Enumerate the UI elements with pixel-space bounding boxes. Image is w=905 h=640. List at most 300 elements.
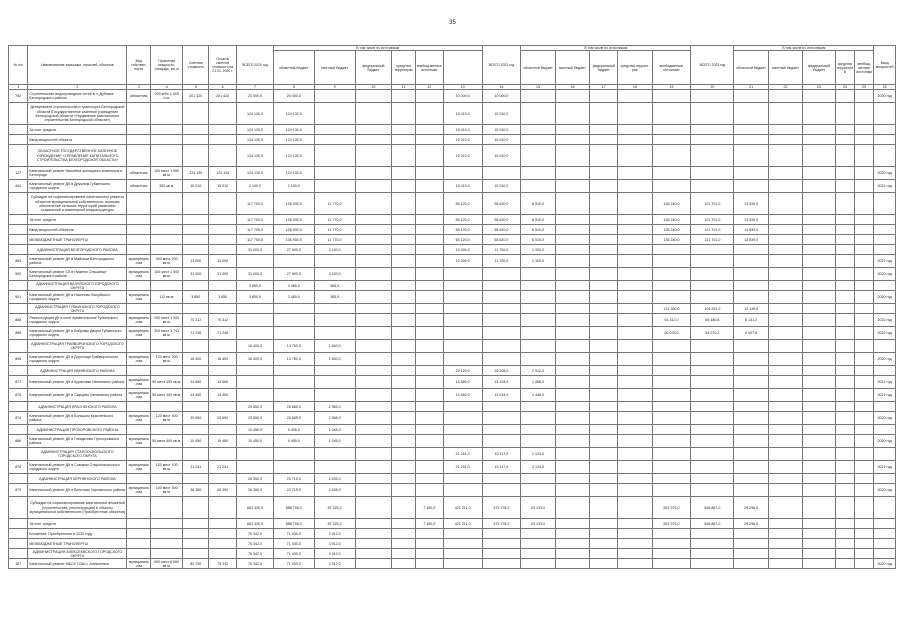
commission-year: [874, 103, 896, 125]
amount-cell: [392, 327, 416, 340]
amount-cell: [355, 225, 392, 235]
amount-cell: [273, 448, 314, 461]
amount-cell: [835, 327, 854, 340]
amount-cell: 528 867,0: [691, 497, 734, 519]
amount-cell: [835, 125, 854, 135]
amount-cell: [803, 519, 835, 529]
amount-cell: [355, 539, 392, 549]
amount-cell: [803, 90, 835, 103]
amount-cell: [355, 448, 392, 461]
object-name: МЕЖБЮДЖЕТНЫЕ ТРАНСФЕРТЫ: [28, 539, 127, 549]
header-kind: Вид собствен-ности: [127, 46, 151, 85]
amount-cell: [803, 193, 835, 215]
capacity: 300 кв.м.: [151, 180, 183, 193]
amount-cell: [590, 519, 618, 529]
amount-cell: 15 010,0: [443, 180, 482, 193]
amount-cell: [618, 389, 652, 402]
amount-cell: 2 100,0: [273, 180, 314, 193]
amount-cell: 2 124,0: [521, 448, 555, 461]
amount-cell: 1 640,0: [314, 353, 355, 366]
amount-cell: [803, 291, 835, 304]
amount-cell: [652, 245, 691, 255]
amount-cell: [415, 125, 443, 135]
amount-cell: 26 685,0: [273, 402, 314, 412]
header-src: [443, 51, 482, 85]
amount-cell: [355, 366, 392, 376]
amount-cell: [803, 103, 835, 125]
amount-cell: [590, 215, 618, 225]
object-name: АДМИНИСТРАЦИЯ КРАСНЕНСКОГО РАЙОНА: [28, 402, 127, 412]
amount-cell: [415, 484, 443, 497]
amount-cell: [415, 376, 443, 389]
amount-cell: [521, 484, 555, 497]
amount-cell: [854, 425, 873, 435]
header-capacity: Проектная мощность, площадь, км, м: [151, 46, 183, 85]
amount-cell: [691, 167, 734, 180]
row-number: [9, 519, 28, 529]
object-name: АДМИНИСТРАЦИЯ БЕЛГОРОДСКОГО РАЙОНА: [28, 245, 127, 255]
amount-cell: [555, 235, 589, 245]
amount-cell: 23 715,0: [273, 484, 314, 497]
amount-cell: [803, 167, 835, 180]
amount-cell: [555, 497, 589, 519]
amount-cell: [618, 435, 652, 448]
ownership-kind: [127, 549, 151, 559]
commission-year: [874, 497, 896, 519]
amount-cell: 71 430,0: [273, 559, 314, 569]
estimated-cost: [183, 402, 209, 412]
amount-cell: [768, 497, 802, 519]
amount-cell: [734, 90, 768, 103]
amount-cell: [618, 376, 652, 389]
remaining-cost: 13 000: [209, 255, 237, 268]
row-number: [9, 448, 28, 461]
amount-cell: [314, 327, 355, 340]
remaining-cost: 21 241: [209, 461, 237, 474]
amount-cell: [835, 304, 854, 314]
capacity: 100 мест 1 000 кв.м.: [151, 167, 183, 180]
amount-cell: 15 010,0: [443, 125, 482, 135]
row-number: [9, 497, 28, 519]
amount-cell: [392, 193, 416, 215]
capacity: [151, 135, 183, 145]
total-2020: 10 450,0: [237, 425, 274, 435]
column-number: 3: [127, 85, 151, 90]
amount-cell: [652, 529, 691, 539]
ownership-kind: [127, 366, 151, 376]
amount-cell: 15 010,0: [482, 180, 521, 193]
amount-cell: [590, 125, 618, 135]
amount-cell: [555, 461, 589, 474]
capacity: [151, 281, 183, 291]
total-2020: 683 330,0: [237, 519, 274, 529]
amount-cell: 27 900,0: [273, 268, 314, 281]
column-number: 15: [521, 85, 555, 90]
amount-cell: [768, 389, 802, 402]
total-2020: 10 450,0: [237, 435, 274, 448]
amount-cell: 11 770,0: [314, 225, 355, 235]
amount-cell: [355, 235, 392, 245]
amount-cell: [555, 225, 589, 235]
amount-cell: [618, 235, 652, 245]
ownership-kind: муниципаль-ная: [127, 376, 151, 389]
row-number: [9, 281, 28, 291]
estimated-cost: [183, 448, 209, 461]
estimated-cost: 80 750: [183, 559, 209, 569]
amount-cell: [555, 484, 589, 497]
remaining-cost: [209, 225, 237, 235]
amount-cell: [521, 125, 555, 135]
object-name: Капитальный ремонт бассейна жилищного комплекса в Белгороде: [28, 167, 127, 180]
amount-cell: 3 912,0: [314, 539, 355, 549]
amount-cell: [768, 268, 802, 281]
amount-cell: 29 298,0: [734, 497, 768, 519]
estimated-cost: [183, 145, 209, 167]
table-row: [9, 125, 896, 135]
header-src: федеральный бюджет: [803, 51, 835, 85]
amount-cell: 1 640,0: [314, 340, 355, 353]
amount-cell: [854, 125, 873, 135]
amount-cell: [691, 461, 734, 474]
amount-cell: [392, 291, 416, 304]
amount-cell: [768, 215, 802, 225]
row-number: [9, 125, 28, 135]
amount-cell: [443, 484, 482, 497]
amount-cell: [415, 90, 443, 103]
header-src: местный бюджет: [555, 51, 589, 85]
total-2020: 29 650,0: [237, 402, 274, 412]
row-number: [9, 425, 28, 435]
object-name: Вложения: Приобретение в 2020 году: [28, 529, 127, 539]
object-name: Капитальный ремонт ДК в Курасовке Ивнянского района: [28, 376, 127, 389]
amount-cell: [415, 340, 443, 353]
amount-cell: [854, 435, 873, 448]
amount-cell: [555, 304, 589, 314]
header-src: внебюджетные источники: [652, 51, 691, 85]
row-number: [9, 402, 28, 412]
amount-cell: [392, 497, 416, 519]
amount-cell: [482, 281, 521, 291]
amount-cell: [652, 474, 691, 484]
amount-cell: 19 117,0: [482, 461, 521, 474]
row-number: [9, 549, 28, 559]
column-number: 24: [835, 85, 854, 90]
amount-cell: [835, 461, 854, 474]
amount-cell: [835, 402, 854, 412]
amount-cell: [443, 304, 482, 314]
amount-cell: [415, 435, 443, 448]
total-2020: 117 700,0: [237, 225, 274, 235]
amount-cell: [415, 389, 443, 402]
capacity: 50 мест 400 кв.м.: [151, 435, 183, 448]
capacity: 100 мест 1 000 кв.м.: [151, 268, 183, 281]
ownership-kind: [127, 340, 151, 353]
capacity: [151, 366, 183, 376]
amount-cell: [618, 412, 652, 425]
amount-cell: [652, 125, 691, 135]
amount-cell: [482, 425, 521, 435]
amount-cell: [590, 425, 618, 435]
amount-cell: 13 014,0: [482, 389, 521, 402]
amount-cell: [355, 193, 392, 215]
amount-cell: [618, 366, 652, 376]
amount-cell: [835, 539, 854, 549]
row-number: [9, 529, 28, 539]
amount-cell: [555, 539, 589, 549]
amount-cell: [555, 215, 589, 225]
amount-cell: [415, 461, 443, 474]
table-row: [9, 340, 896, 353]
object-name: Капитальный ремонт МБОУ СОШ г. Алексеевка: [28, 559, 127, 569]
amount-cell: [854, 291, 873, 304]
page-number: 35: [449, 20, 456, 26]
row-number: 877: [9, 376, 28, 389]
amount-cell: [355, 425, 392, 435]
header-src: средства территорий: [835, 51, 854, 85]
amount-cell: [314, 376, 355, 389]
amount-cell: 14 760,0: [273, 340, 314, 353]
amount-cell: [854, 255, 873, 268]
amount-cell: [555, 366, 589, 376]
amount-cell: [803, 549, 835, 559]
amount-cell: [618, 225, 652, 235]
capacity: [151, 448, 183, 461]
amount-cell: [482, 167, 521, 180]
amount-cell: [392, 340, 416, 353]
amount-cell: [521, 145, 555, 167]
remaining-cost: [209, 549, 237, 559]
amount-cell: [618, 167, 652, 180]
ownership-kind: [127, 245, 151, 255]
ownership-kind: [127, 474, 151, 484]
commission-year: [874, 402, 896, 412]
amount-cell: [555, 529, 589, 539]
amount-cell: [835, 281, 854, 291]
commission-year: 2021 год: [874, 376, 896, 389]
amount-cell: [854, 389, 873, 402]
row-number: [9, 215, 28, 225]
amount-cell: [835, 412, 854, 425]
estimated-cost: [183, 245, 209, 255]
amount-cell: [768, 366, 802, 376]
amount-cell: [835, 268, 854, 281]
amount-cell: [355, 215, 392, 225]
object-name: Капитальный ремонт ДК в Гнездилово Прохоровского района: [28, 435, 127, 448]
amount-cell: [415, 448, 443, 461]
amount-cell: [854, 461, 873, 474]
capacity: [151, 304, 183, 314]
amount-cell: [392, 474, 416, 484]
amount-cell: [355, 327, 392, 340]
amount-cell: 105 930,0: [273, 193, 314, 215]
amount-cell: [691, 245, 734, 255]
remaining-cost: 26 350: [209, 484, 237, 497]
remaining-cost: [209, 366, 237, 376]
table-row: [9, 245, 896, 255]
amount-cell: [415, 529, 443, 539]
amount-cell: [854, 90, 873, 103]
capacity: [151, 145, 183, 167]
amount-cell: [392, 268, 416, 281]
amount-cell: [415, 193, 443, 215]
amount-cell: [618, 519, 652, 529]
amount-cell: [691, 135, 734, 145]
amount-cell: [590, 497, 618, 519]
commission-year: [874, 425, 896, 435]
amount-cell: 26 685,0: [273, 412, 314, 425]
amount-cell: 385,0: [314, 291, 355, 304]
capacity: 120 мест 200 кв.м.: [151, 353, 183, 366]
amount-cell: [618, 245, 652, 255]
amount-cell: [835, 559, 854, 569]
amount-cell: [555, 549, 589, 559]
amount-cell: [854, 474, 873, 484]
row-number: 876: [9, 461, 28, 474]
ownership-kind: [127, 402, 151, 412]
object-name: МЕЖБЮДЖЕТНЫЕ ТРАНСФЕРТЫ: [28, 235, 127, 245]
amount-cell: [443, 353, 482, 366]
amount-cell: 421 311,0: [443, 519, 482, 529]
remaining-cost: 70 312: [209, 314, 237, 327]
ownership-kind: муниципаль-ная: [127, 353, 151, 366]
amount-cell: [555, 268, 589, 281]
commission-year: [874, 235, 896, 245]
amount-cell: [652, 376, 691, 389]
amount-cell: [854, 215, 873, 225]
amount-cell: [415, 366, 443, 376]
row-number: 127: [9, 167, 28, 180]
amount-cell: 6 007,8: [734, 327, 768, 340]
amount-cell: 3 465,0: [273, 281, 314, 291]
estimated-cost: 29 650: [183, 412, 209, 425]
amount-cell: [803, 529, 835, 539]
ownership-kind: [127, 235, 151, 245]
amount-cell: [392, 135, 416, 145]
total-2020: [237, 314, 274, 327]
amount-cell: [443, 474, 482, 484]
table-row: [9, 497, 896, 519]
amount-cell: [652, 539, 691, 549]
amount-cell: [555, 90, 589, 103]
object-name: Капитальный ремонт ДК в Насоново Валуйского городского округа: [28, 291, 127, 304]
amount-cell: [854, 376, 873, 389]
amount-cell: 13 539,0: [734, 215, 768, 225]
amount-cell: [835, 215, 854, 225]
total-2020: 117 700,0: [237, 215, 274, 225]
amount-cell: [835, 435, 854, 448]
object-name: Реконструкция ДК в селе Архангельское Губкинского городского округа: [28, 314, 127, 327]
amount-cell: [443, 291, 482, 304]
amount-cell: [392, 435, 416, 448]
remaining-cost: 10 450: [209, 435, 237, 448]
remaining-cost: [209, 425, 237, 435]
amount-cell: 124 130,0: [273, 135, 314, 145]
amount-cell: [355, 245, 392, 255]
amount-cell: [691, 353, 734, 366]
amount-cell: [734, 167, 768, 180]
row-number: 792: [9, 90, 28, 103]
remaining-cost: 29 650: [209, 412, 237, 425]
header-src: средства террито-рии: [618, 51, 652, 85]
amount-cell: [803, 327, 835, 340]
row-number: 888: [9, 314, 28, 327]
amount-cell: [768, 559, 802, 569]
amount-cell: [835, 529, 854, 539]
ownership-kind: [127, 103, 151, 125]
header-total-2020: ВСЕГО 2020 год: [237, 46, 274, 85]
object-name: АДМИНИСТРАЦИЯ ГРАЙВОРОНСКОГО ГОРОДСКОГО ОКРУГА: [28, 340, 127, 353]
header-src: федеральный бюджет: [355, 51, 392, 85]
amount-cell: [691, 412, 734, 425]
amount-cell: [768, 245, 802, 255]
amount-cell: 135 240,0: [652, 225, 691, 235]
amount-cell: 27 900,0: [273, 245, 314, 255]
amount-cell: [734, 291, 768, 304]
amount-cell: [555, 448, 589, 461]
commission-year: 2020 год: [874, 167, 896, 180]
amount-cell: [415, 291, 443, 304]
column-number: 6: [209, 85, 237, 90]
amount-cell: 6 510,0: [521, 193, 555, 215]
amount-cell: [590, 193, 618, 215]
ownership-kind: [127, 193, 151, 215]
amount-cell: [803, 215, 835, 225]
amount-cell: [618, 497, 652, 519]
amount-cell: 13 539,0: [734, 225, 768, 235]
amount-cell: [835, 291, 854, 304]
amount-cell: [521, 103, 555, 125]
amount-cell: [273, 376, 314, 389]
amount-cell: 58 620,0: [482, 193, 521, 215]
amount-cell: 3 912,0: [314, 559, 355, 569]
column-number: 16: [555, 85, 589, 90]
amount-cell: [521, 529, 555, 539]
amount-cell: 11 770,0: [314, 215, 355, 225]
amount-cell: 65 120,0: [443, 215, 482, 225]
table-row: [9, 327, 896, 340]
ownership-kind: муниципаль-ная: [127, 327, 151, 340]
amount-cell: [590, 90, 618, 103]
amount-cell: [768, 461, 802, 474]
table-row: [9, 376, 896, 389]
amount-cell: [314, 255, 355, 268]
amount-cell: [803, 255, 835, 268]
amount-cell: [443, 167, 482, 180]
amount-cell: [803, 268, 835, 281]
object-name: Капитальный ремонт ДК в Сырцево Ивнянского района: [28, 389, 127, 402]
amount-cell: [590, 304, 618, 314]
header-remaining: Остаток сметной стоимости на 01.01. 2020 г.: [209, 46, 237, 85]
amount-cell: 588 795,0: [273, 519, 314, 529]
amount-cell: [590, 484, 618, 497]
estimated-cost: [183, 235, 209, 245]
amount-cell: 1 300,0: [521, 255, 555, 268]
amount-cell: [734, 412, 768, 425]
row-number: [9, 366, 28, 376]
amount-cell: [768, 103, 802, 125]
amount-cell: 58 620,0: [482, 225, 521, 235]
amount-cell: [691, 340, 734, 353]
capacity: [151, 497, 183, 519]
commission-year: 2020 год: [874, 559, 896, 569]
amount-cell: [590, 366, 618, 376]
estimated-cost: [183, 125, 209, 135]
amount-cell: [854, 180, 873, 193]
remaining-cost: [209, 519, 237, 529]
amount-cell: 71 430,0: [273, 549, 314, 559]
amount-cell: [691, 103, 734, 125]
amount-cell: [314, 125, 355, 135]
